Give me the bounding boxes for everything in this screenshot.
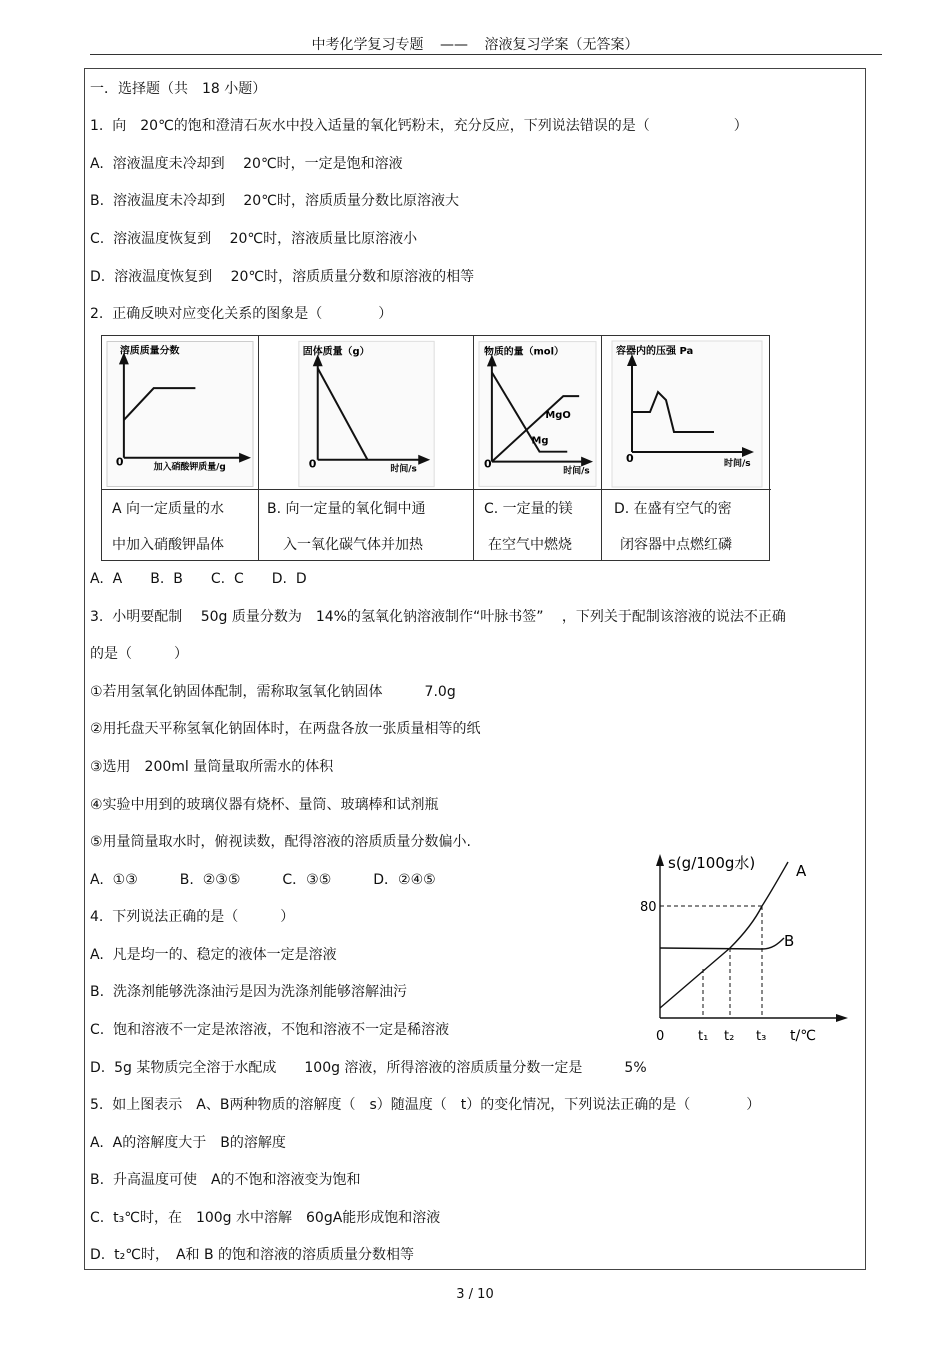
sol-t3: t₃ [756,1029,767,1044]
graph-c-ylabel: 物质的量（mol） [483,346,564,358]
graph-b-xlabel: 时间/s [390,464,417,475]
sol-label-b: B [784,932,795,950]
graph-cell-c [474,336,602,560]
graph-a-caption-2: 中加入硝酸钾晶体 [112,537,224,553]
q4-stem: 4. 下列说法正确的是（ ） [90,909,295,925]
q4-option-a[interactable]: A. 凡是均一的、稳定的液体一定是溶液 [90,947,337,963]
header-rule [90,54,882,55]
graph-cell-a [102,336,259,560]
q5-stem: 5. 如上图表示 A、B两种物质的溶解度（ s）随温度（ t）的变化情况，下列说法正确的是（ ） [90,1097,761,1113]
sol-yval: 80 [640,900,657,915]
q3-options[interactable]: A. ①③ B. ②③⑤ C．③⑤ D．②④⑤ [90,872,436,888]
q3-statement-2: ②用托盘天平称氢氧化钠固体时，在两盘各放一张质量相等的纸 [90,721,481,737]
q3-statement-1: ①若用氢氧化钠固体配制，需称取氢氧化钠固体 7.0g [90,684,456,700]
curve-a [660,862,788,1008]
q1-option-d[interactable]: D. 溶液温度恢复到 20℃时，溶质质量分数和原溶液的相等 [90,269,475,285]
graph-cell-b [259,336,474,560]
graph-b-ylabel: 固体质量（g） [302,346,370,358]
graph-b-caption-2: 入一氧化碳气体并加热 [283,537,423,553]
graph-b [263,340,469,488]
q3-statement-5: ⑤用量筒量取水时，俯视读数，配得溶液的溶质质量分数偏小. [90,834,471,850]
q3-statement-3: ③选用 200ml 量筒量取所需水的体积 [90,759,334,775]
graph-c [478,340,597,488]
sol-ylabel: s(g/100g水) [668,854,756,872]
graph-d-ylabel: 容器内的压强 Pa [616,346,694,357]
graph-d-xlabel: 时间/s [724,459,751,469]
graph-a-caption-1: A 向一定质量的水 [112,501,225,517]
q5-option-b[interactable]: B. 升高温度可使 A的不饱和溶液变为饱和 [90,1172,361,1188]
graph-d [606,340,765,488]
content-frame [84,68,866,1270]
curve-b [660,938,784,949]
q5-option-a[interactable]: A. A的溶解度大于 B的溶解度 [90,1135,286,1151]
q2-options[interactable]: A. A B. B C. C D. D [90,571,307,587]
header-left: 中考化学复习专题 [311,37,424,53]
graph-d-origin: 0 [626,452,634,465]
solubility-graph [626,848,850,1048]
graph-b-caption-1: B. 向一定量的氧化铜中通 [267,501,426,517]
graph-c-origin: 0 [483,457,492,471]
q1-option-a[interactable]: A. 溶液温度未冷却到 20℃时，一定是饱和溶液 [90,156,403,172]
q4-option-c[interactable]: C. 饱和溶液不一定是浓溶液，不饱和溶液不一定是稀溶液 [90,1022,450,1038]
graph-c-label-mg: Mg [531,435,549,447]
q1-option-c[interactable]: C. 溶液温度恢复到 20℃时，溶液质量比原溶液小 [90,231,418,247]
graph-a-origin: 0 [115,455,124,469]
q1-option-b[interactable]: B. 溶液温度未冷却到 20℃时，溶质质量分数比原溶液大 [90,193,459,209]
graph-table [101,335,770,561]
x-arrow-icon [836,1014,848,1022]
y-arrow-icon [656,854,664,866]
page-number: 3 / 10 [456,1287,494,1302]
q4-option-b[interactable]: B. 洗涤剂能够洗涤油污是因为洗涤剂能够溶解油污 [90,984,407,1000]
sol-label-a: A [796,862,807,880]
sol-origin: 0 [656,1029,665,1044]
graph-a-xlabel: 加入硝酸钾质量/g [153,462,226,473]
q3-statement-4: ④实验中用到的玻璃仪器有烧杯、量筒、玻璃棒和试剂瓶 [90,797,439,813]
graph-b-origin: 0 [308,457,317,471]
graph-c-xlabel: 时间/s [563,466,590,477]
section-title: 一．选择题（共 18 小题） [90,81,267,97]
q5-option-c[interactable]: C. t₃℃时，在 100g 水中溶解 60gA能形成饱和溶液 [90,1210,441,1226]
graph-a [106,340,254,488]
q2-stem: 2. 正确反映对应变化关系的图象是（ ） [90,306,393,322]
q1-stem: 1. 向 20℃的饱和澄清石灰水中投入适量的氧化钙粉末，充分反应，下列说法错误的是（ ） [90,118,748,134]
graph-cell-d [602,336,769,560]
graph-c-label-mgo: MgO [545,409,571,421]
header-sep: —— [440,37,468,53]
graph-c-caption-2: 在空气中燃烧 [488,537,572,553]
header-right: 溶液复习学案（无答案） [484,37,639,53]
graph-c-caption-1: C. 一定量的镁 [484,501,573,517]
q4-option-d[interactable]: D. 5g 某物质完全溶于水配成 100g 溶液，所得溶液的溶质质量分数一定是 5% [90,1060,647,1076]
sol-xlabel: t/℃ [790,1028,816,1044]
sol-t1: t₁ [698,1029,709,1044]
graph-d-caption-1: D. 在盛有空气的密 [614,501,732,517]
sol-t2: t₂ [724,1029,735,1044]
graph-d-caption-2: 闭容器中点燃红磷 [620,537,732,553]
graph-a-ylabel: 溶质质量分数 [119,345,180,357]
q3-stem-1: 3. 小明要配制 50g 质量分数为 14%的氢氧化钠溶液制作“叶脉书签” ，下列关于配制该溶液的说法不正确 [90,609,786,625]
q5-option-d[interactable]: D. t₂℃时， A和 B 的饱和溶液的溶质质量分数相等 [90,1247,415,1263]
page-header [0,34,950,54]
q3-stem-2: 的是（ ） [90,646,188,662]
